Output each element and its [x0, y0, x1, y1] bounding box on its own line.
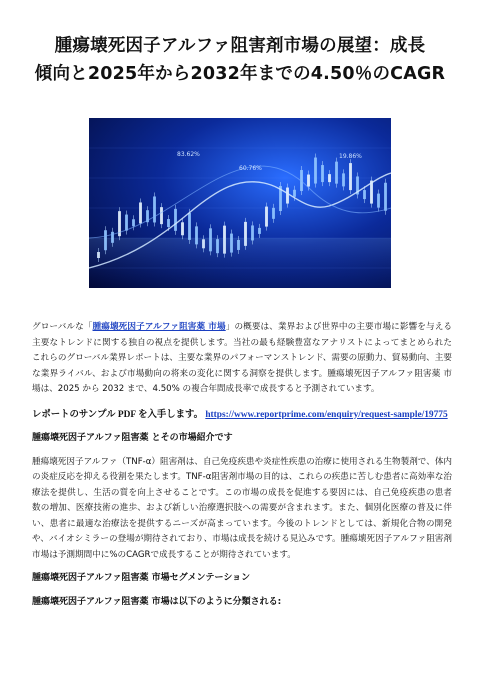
candle-body — [363, 190, 366, 199]
candle-body — [265, 207, 268, 227]
candle-body — [384, 183, 387, 211]
candle-body — [377, 194, 380, 208]
section-intro-paragraph: 腫瘍壊死因子アルファ（TNF-α）阻害剤は、自己免疫疾患や炎症性疾患の治療に使用される生物製剤で、体内の炎症反応を抑える役割を果たします。TNF-α阻害剤市場の目的は、これらの疾患に苦しむ患者に高効率な治療法を提供し、生活の質を向上させることです。この市場の成長を促進する要因には、自己免疫疾患の患者数の増加、医療技術の進歩、および新しい治療選択肢への需要が含まれます。また、個別化医療の普及に伴い、患者に最適な治療法を提供するニーズが高まっています。今後のトレンドとしては、新規化合物の開発や、バイオシミラーの登場が期待されており、市場は成長を続ける見込みです。腫瘍壊死因子アルファ阻害剤市場は予測期間中に%のCAGRで成長することが期待されています。 — [32, 456, 453, 560]
candle-body — [286, 188, 289, 204]
candle-body — [314, 158, 317, 184]
sample-request — [32, 408, 452, 424]
candle-body — [342, 173, 345, 186]
candle-body — [258, 228, 261, 234]
candle-body — [328, 174, 331, 182]
article-body — [32, 320, 452, 618]
candle-body — [272, 208, 275, 219]
sample-link[interactable]: https://www.reportprime.com/enquiry/request-sample/19775 — [205, 409, 448, 420]
title-line-1: 腫瘍壊死因子アルファ阻害剤市場の展望：成長 — [54, 36, 426, 56]
candle-body — [153, 196, 156, 222]
section-heading-intro: 腫瘍壊死因子アルファ阻害薬 とその市場紹介です — [32, 433, 233, 443]
candle-body — [335, 162, 338, 184]
section-heading-segmentation: 腫瘍壊死因子アルファ阻害薬 市場セグメンテーション — [32, 573, 251, 583]
intro-text: 」の概要は、業界および世界中の主要市場に影響を与える主要なトレンドに関する独自の視点を提供します。当社の最も経験豊富なアナリストによってまとめられたこれらのグローバル業界レポートは、主要な業界のパフォーマンストレンド、需要の原動力、貿易動向、主要な業界ライバル、および市場動向の将来の変化に関する洞察を提供します。腫瘍壊死因子アルファ阻害薬 市場は、2025 から 2032 まで、4.50% の複合年間成長率で成長すると予測されています。 — [32, 322, 452, 394]
candle-body — [167, 219, 170, 227]
stock-chart-illustration — [89, 118, 391, 288]
market-link[interactable]: 腫瘍壊死因子アルファ阻害薬 市場 — [92, 322, 226, 332]
hero-label-1: 83.62% — [177, 151, 200, 158]
candle-body — [188, 213, 191, 240]
candle-body — [125, 215, 128, 231]
candle-body — [132, 219, 135, 226]
section-heading-classification: 腫瘍壊死因子アルファ阻害薬 市場は以下のように分類される: — [32, 596, 282, 607]
candle-body — [139, 202, 142, 223]
candle-body — [160, 207, 163, 224]
candle-body — [293, 190, 296, 197]
intro-prefix: グローバルな「 — [32, 322, 93, 332]
candle-body — [307, 175, 310, 187]
hero-label-2: 60.76% — [239, 165, 262, 172]
page-title — [28, 32, 452, 88]
candle-body — [321, 165, 324, 182]
intro-paragraph — [32, 320, 452, 398]
hero-label-3: 19.86% — [339, 153, 362, 160]
sample-label: レポートのサンプル PDF を入手します。 — [32, 409, 203, 420]
candle-body — [349, 163, 352, 190]
title-line-2: 傾向と2025年から2032年までの4.50％のCAGR — [34, 64, 446, 84]
candle-body — [181, 222, 184, 235]
hero-image — [89, 118, 391, 288]
candle-body — [174, 209, 177, 231]
